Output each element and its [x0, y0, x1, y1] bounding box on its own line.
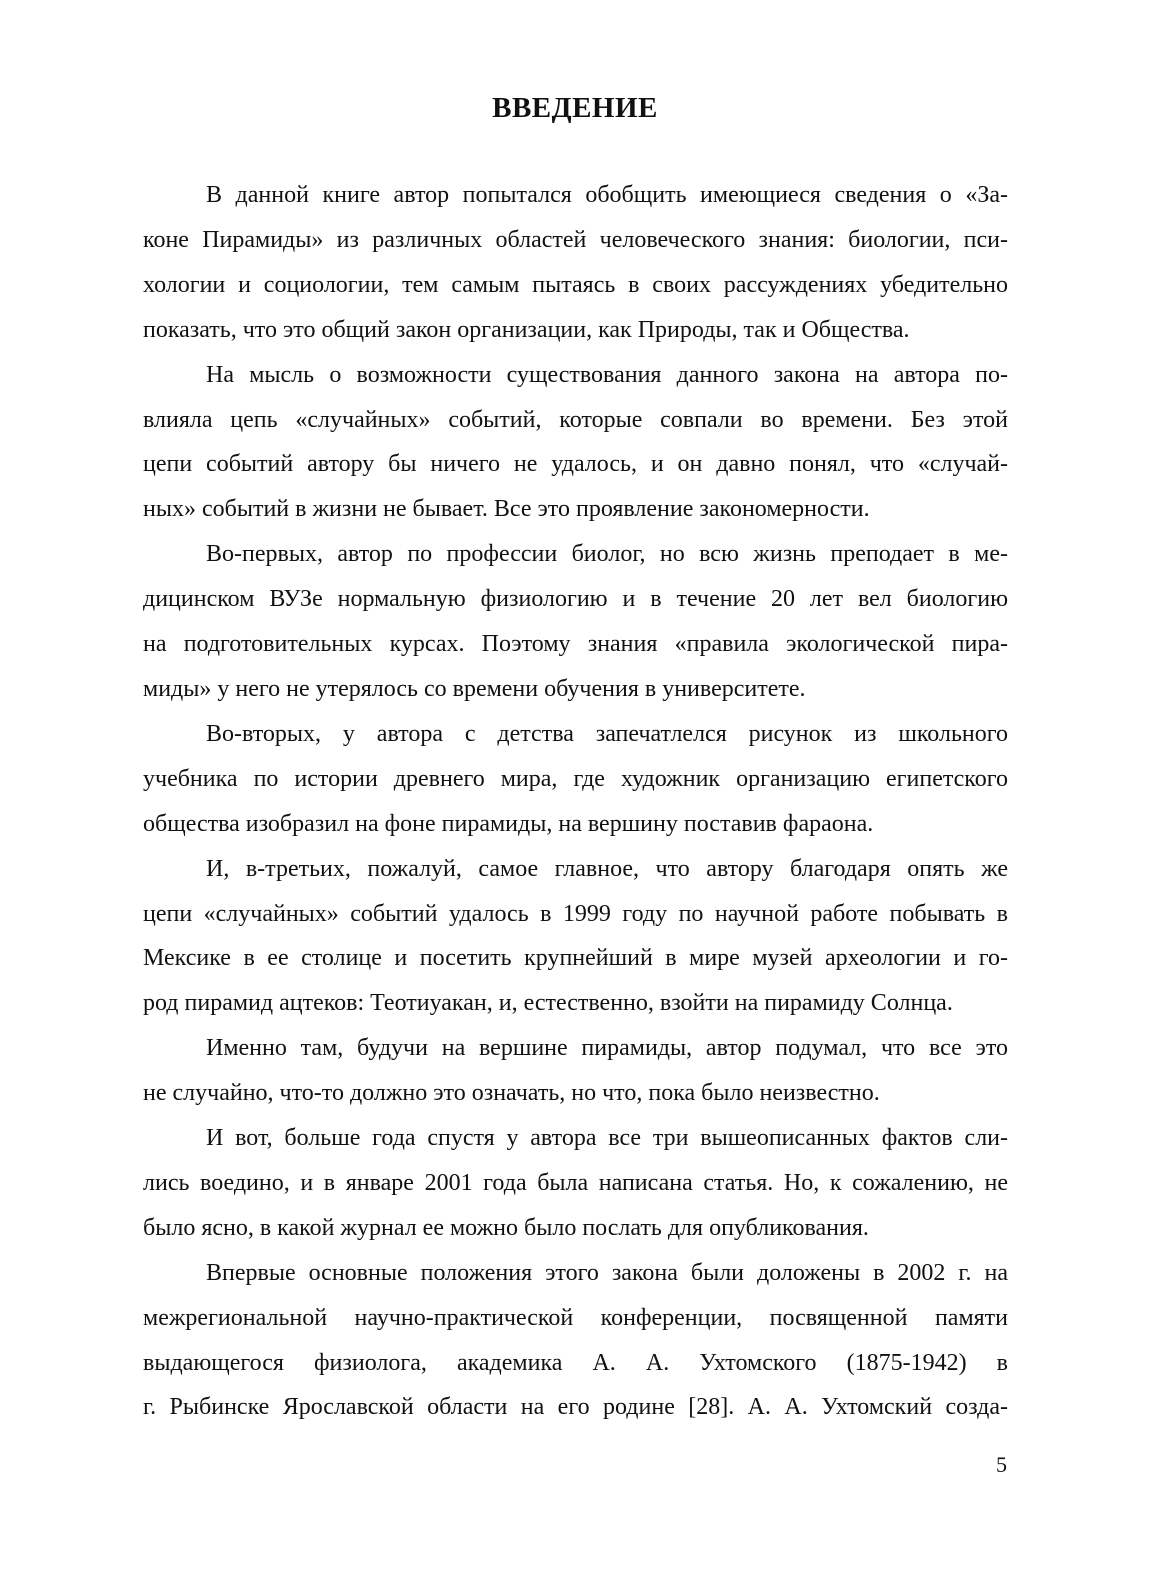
paragraph [143, 712, 1008, 847]
text-line: Впервые основные положения этого закона были доложены в 2002 г. на [206, 1259, 1008, 1286]
text-line: цепи «случайных» событий удалось в 1999 году по научной работе побывать в [143, 900, 1008, 927]
text-line: коне Пирамиды» из различных областей человеческого знания: биологии, пси- [143, 226, 1008, 253]
text-line: На мысль о возможности существования данного закона на автора по- [206, 361, 1008, 388]
text-line: миды» у него не утерялось со времени обучения в университете. [143, 675, 806, 702]
paragraph [143, 173, 1008, 353]
page-title: ВВЕДЕНИЕ [492, 92, 658, 124]
text-line: выдающегося физиолога, академика А. А. Ухтомского (1875-1942) в [143, 1349, 1008, 1376]
paragraph [143, 532, 1008, 712]
paragraph [143, 353, 1008, 533]
text-line: межрегиональной научно-практической конференции, посвященной памяти [143, 1304, 1008, 1331]
text-line: не случайно, что-то должно это означать, но что, пока было неизвестно. [143, 1080, 880, 1107]
text-line: Во-первых, автор по профессии биолог, но всю жизнь преподает в ме- [206, 541, 1008, 568]
text-line: лись воедино, и в январе 2001 года была написана статья. Но, к сожалению, не [143, 1169, 1008, 1196]
text-line: на подготовительных курсах. Поэтому знания «правила экологической пира- [143, 631, 1008, 658]
paragraph [143, 847, 1008, 1027]
text-line: ных» событий в жизни не бывает. Все это проявление закономерности. [143, 496, 870, 523]
text-line: показать, что это общий закон организации, как Природы, так и Общества. [143, 316, 910, 343]
text-line: влияла цепь «случайных» событий, которые совпали во времени. Без этой [143, 406, 1008, 433]
text-line: учебника по истории древнего мира, где художник организацию египетского [143, 765, 1008, 792]
text-line: дицинском ВУЗе нормальную физиологию и в течение 20 лет вел биологию [143, 586, 1008, 613]
text-line: Во-вторых, у автора с детства запечатлелся рисунок из школьного [206, 720, 1008, 747]
text-line: г. Рыбинске Ярославской области на его родине [28]. А. А. Ухтомский созда- [143, 1394, 1008, 1421]
text-line: И, в-третьих, пожалуй, самое главное, что автору благодаря опять же [206, 855, 1008, 882]
text-line: В данной книге автор попытался обобщить имеющиеся сведения о «За- [206, 182, 1008, 208]
page-number: 5 [996, 1452, 1007, 1477]
text-line: Мексике в ее столице и посетить крупнейший в мире музей археологии и го- [143, 945, 1008, 972]
text-line: цепи событий автору бы ничего не удалось, и он давно понял, что «случай- [143, 451, 1008, 478]
paragraph [143, 1116, 1008, 1251]
text-line: род пирамид ацтеков: Теотиуакан, и, естественно, взойти на пирамиду Солнца. [143, 990, 953, 1017]
paragraph [143, 1026, 1008, 1116]
paragraph [143, 1251, 1008, 1431]
text-line: общества изобразил на фоне пирамиды, на вершину поставив фараона. [143, 810, 874, 837]
text-line: хологии и социологии, тем самым пытаясь в своих рассуждениях убедительно [143, 271, 1008, 298]
text-line: Именно там, будучи на вершине пирамиды, автор подумал, что все это [206, 1035, 1008, 1062]
document-body [143, 173, 1008, 1430]
text-line: И вот, больше года спустя у автора все три вышеописанных фактов сли- [206, 1125, 1008, 1152]
text-line: было ясно, в какой журнал ее можно было послать для опубликования. [143, 1214, 869, 1241]
